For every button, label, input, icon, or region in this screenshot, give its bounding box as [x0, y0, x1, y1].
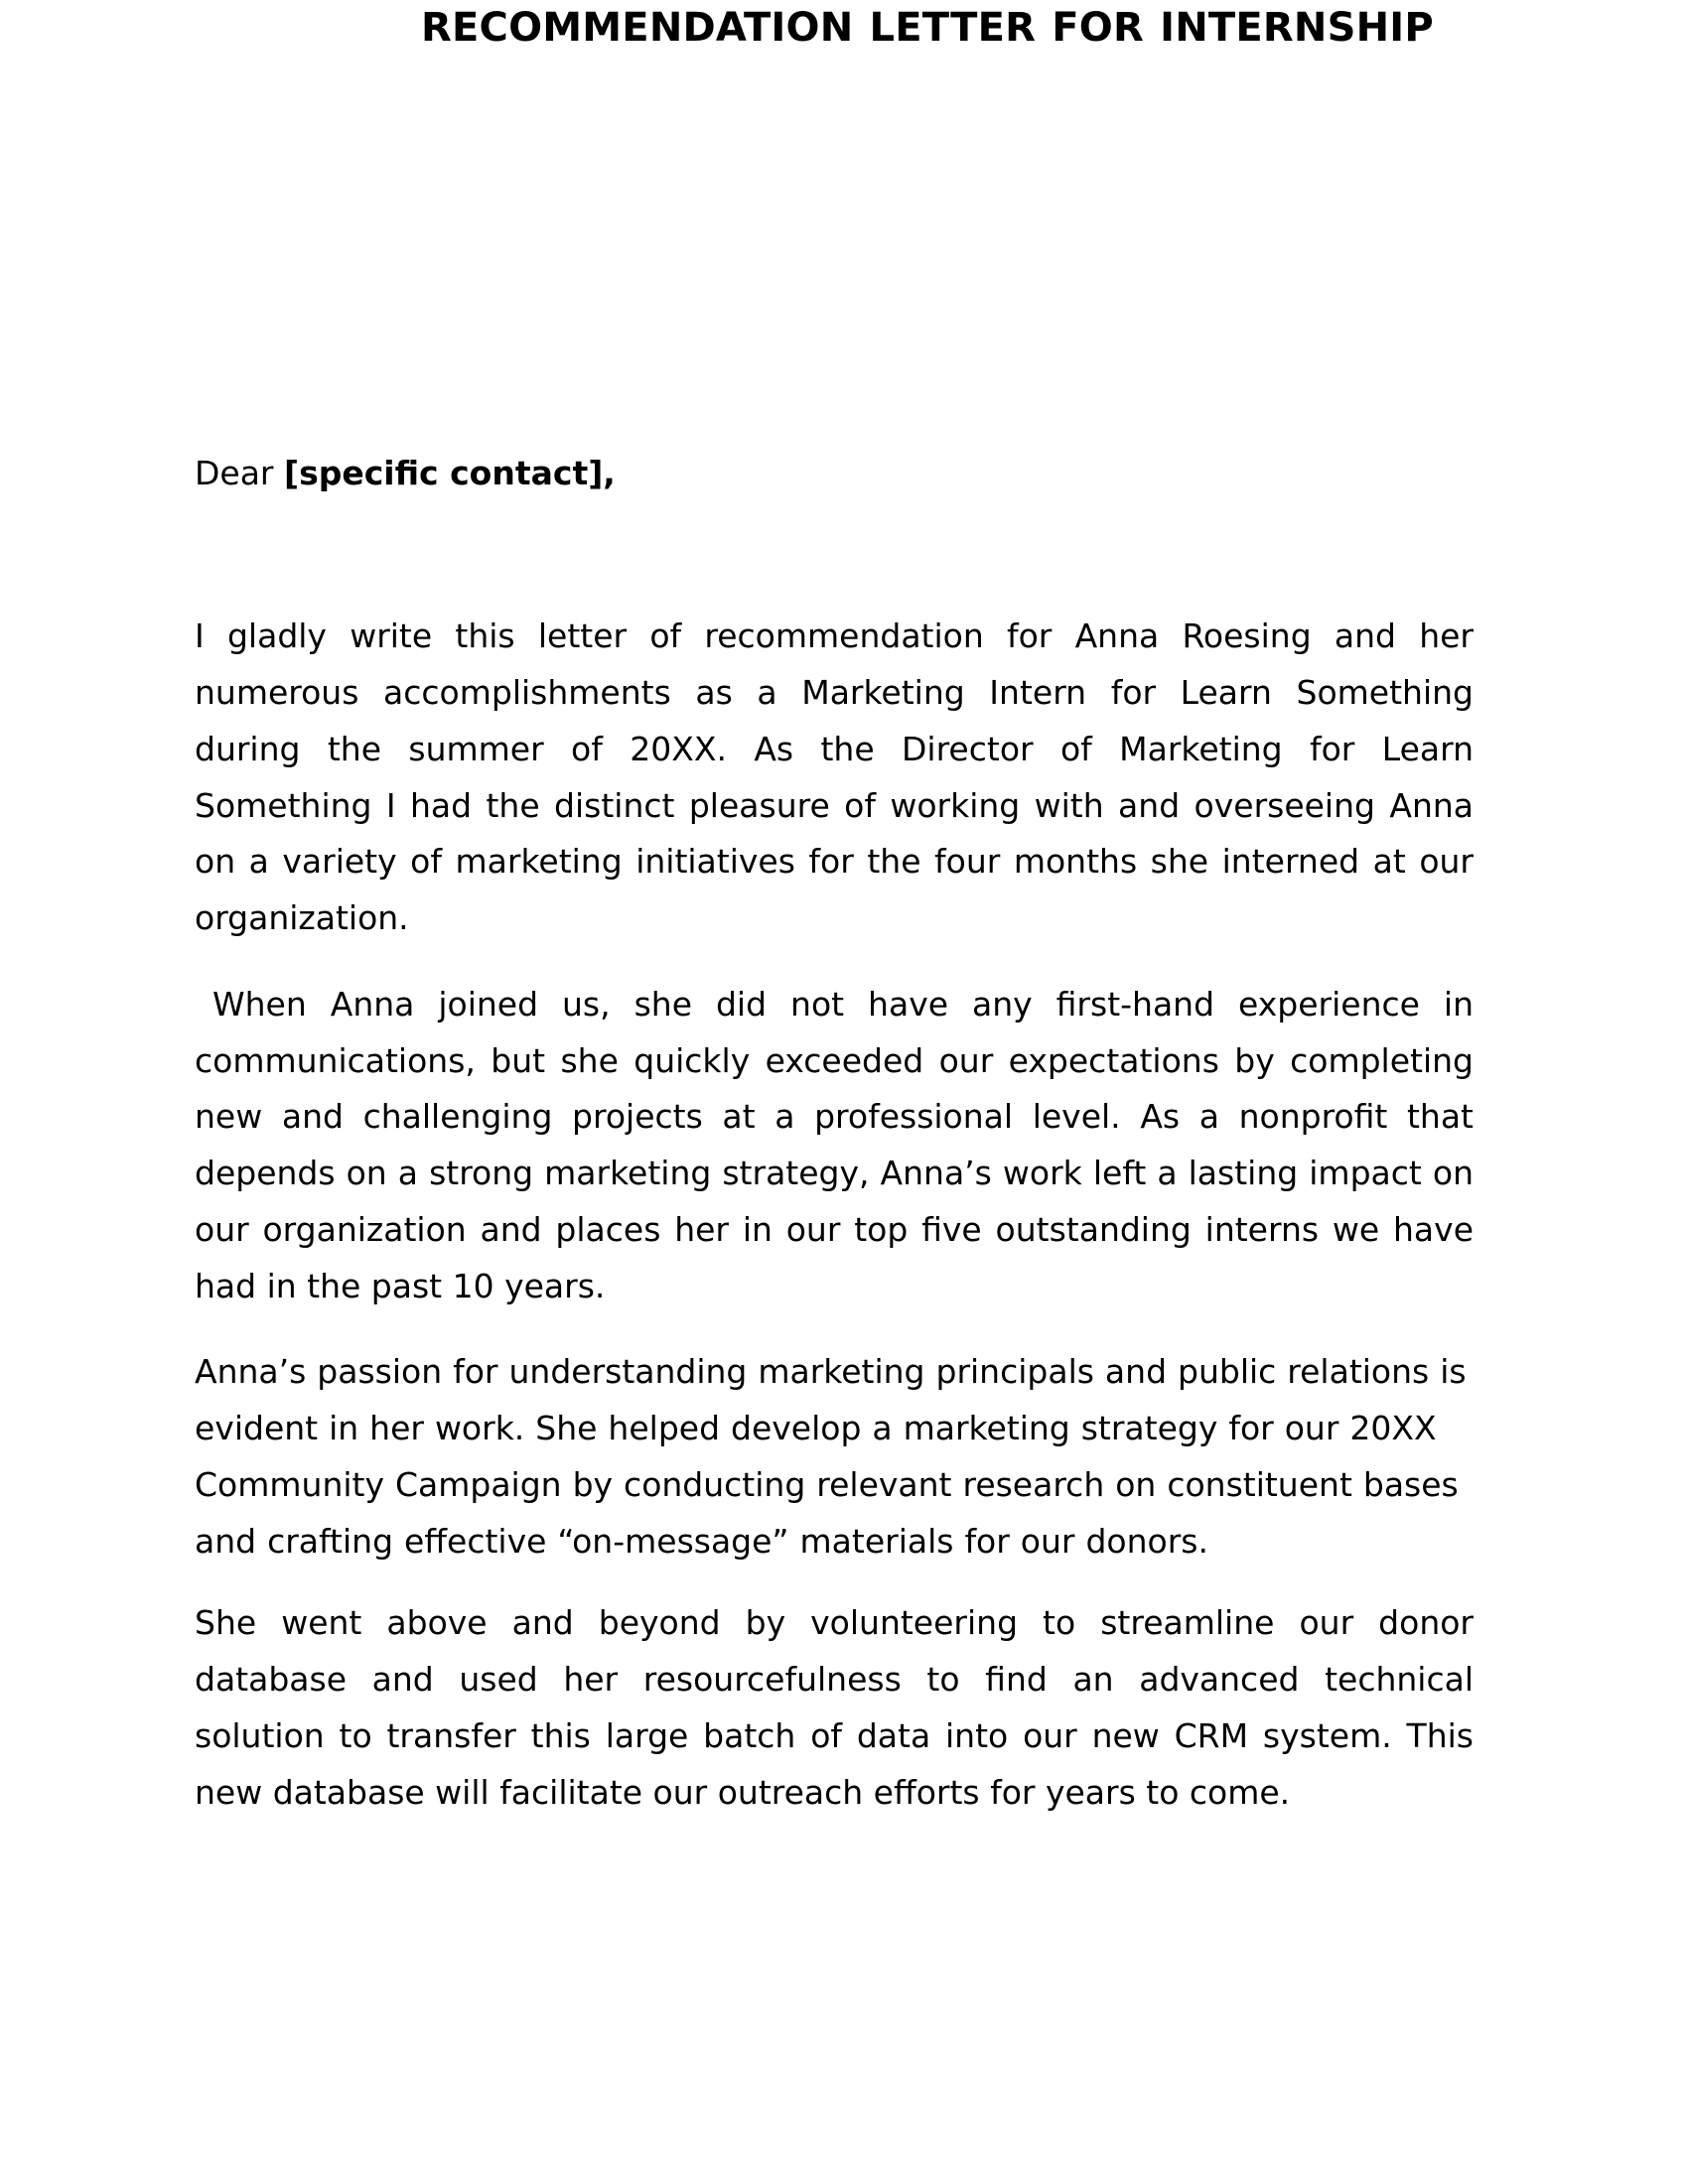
page-title: RECOMMENDATION LETTER FOR INTERNSHIP: [421, 5, 1434, 51]
letter-paragraph-4: She went above and beyond by volunteering to streamline our donor database and used her resourcefulness to find an advanced technical solution to transfer this large batch of data into our new CRM system. This new database will facilitate our outreach efforts for years to come.: [195, 1603, 1474, 1812]
letter-paragraph-1: I gladly write this letter of recommendation for Anna Roesing and her numerous accomplishments as a Marketing Intern for Learn Something during the summer of 20XX. As the Director of Marketing for Learn Something I had the distinct pleasure of working with and overseeing Anna on a variety of marketing initiatives for the four months she interned at our organization.: [195, 616, 1474, 938]
salutation-greeting: Dear: [195, 453, 284, 492]
salutation-block: [195, 449, 1474, 498]
letter-body: [195, 609, 1474, 1821]
title-spacer: [195, 57, 1474, 280]
letter-paragraph-2: When Anna joined us, she did not have any first-hand experience in communications, but she quickly exceeded our expectations by completing new and challenging projects at a professional level. As a nonprofit that depends on a strong marketing strategy, Anna’s work left a lasting impact on our organization and places her in our top five outstanding interns we have had in the past 10 years.: [195, 984, 1474, 1305]
salutation-recipient-placeholder: [specific contact],: [284, 453, 616, 492]
letter-paragraph-3: Anna’s passion for understanding marketing principals and public relations is evident in her work. She helped develop a marketing strategy for our 20XX Community Campaign by conducting relevant research on constituent bases and crafting effective “on-message” materials for our donors.: [195, 1352, 1467, 1561]
document-body: [195, 0, 1474, 1821]
salutation-line: [195, 449, 1474, 498]
